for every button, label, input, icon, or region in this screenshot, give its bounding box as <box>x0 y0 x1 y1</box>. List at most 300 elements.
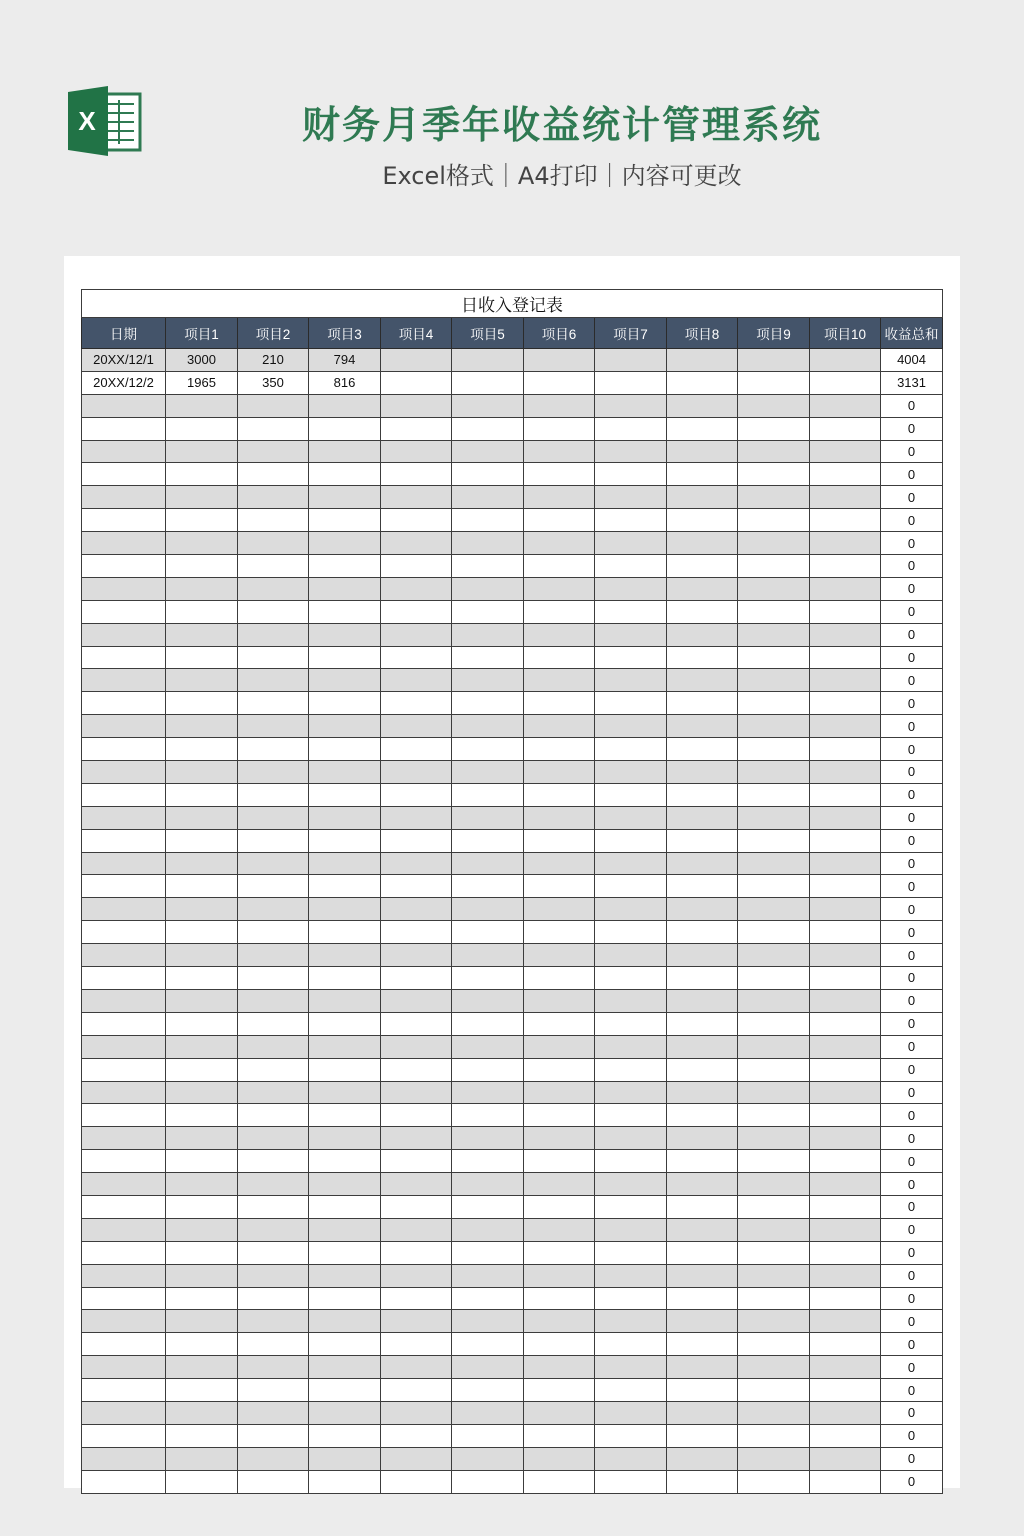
table-cell[interactable] <box>810 1401 881 1424</box>
table-cell[interactable] <box>524 944 595 967</box>
table-cell[interactable] <box>667 921 738 944</box>
table-cell[interactable] <box>452 463 524 486</box>
table-cell[interactable] <box>381 577 452 600</box>
table-cell[interactable]: 816 <box>309 371 381 394</box>
table-cell[interactable] <box>309 600 381 623</box>
table-cell[interactable] <box>524 555 595 578</box>
sum-cell[interactable]: 0 <box>881 1241 943 1264</box>
table-cell[interactable] <box>595 417 667 440</box>
table-cell[interactable] <box>238 1127 309 1150</box>
table-cell[interactable] <box>166 921 238 944</box>
table-cell[interactable] <box>595 1447 667 1470</box>
table-cell[interactable] <box>309 738 381 761</box>
table-cell[interactable] <box>238 1447 309 1470</box>
table-cell[interactable] <box>810 1081 881 1104</box>
table-cell[interactable] <box>82 1241 166 1264</box>
table-cell[interactable] <box>452 1081 524 1104</box>
table-cell[interactable] <box>810 509 881 532</box>
table-cell[interactable] <box>738 1379 810 1402</box>
table-cell[interactable] <box>309 715 381 738</box>
table-cell[interactable] <box>667 852 738 875</box>
table-cell[interactable] <box>452 1127 524 1150</box>
table-cell[interactable] <box>595 646 667 669</box>
table-cell[interactable] <box>381 1356 452 1379</box>
table-cell[interactable] <box>524 486 595 509</box>
table-cell[interactable] <box>524 417 595 440</box>
table-cell[interactable] <box>810 1218 881 1241</box>
table-cell[interactable] <box>166 738 238 761</box>
sum-cell[interactable]: 0 <box>881 1150 943 1173</box>
table-cell[interactable] <box>524 1058 595 1081</box>
table-cell[interactable] <box>738 1218 810 1241</box>
table-cell[interactable]: 350 <box>238 371 309 394</box>
table-cell[interactable] <box>166 509 238 532</box>
table-cell[interactable] <box>810 600 881 623</box>
table-cell[interactable] <box>524 1012 595 1035</box>
table-cell[interactable] <box>452 1035 524 1058</box>
table-cell[interactable] <box>524 646 595 669</box>
table-cell[interactable] <box>166 852 238 875</box>
table-cell[interactable] <box>452 555 524 578</box>
table-cell[interactable] <box>309 1035 381 1058</box>
table-cell[interactable] <box>166 1058 238 1081</box>
table-cell[interactable] <box>667 349 738 372</box>
sum-cell[interactable]: 3131 <box>881 371 943 394</box>
table-cell[interactable] <box>381 1379 452 1402</box>
table-cell[interactable] <box>309 783 381 806</box>
table-cell[interactable] <box>810 783 881 806</box>
table-cell[interactable] <box>166 875 238 898</box>
table-cell[interactable] <box>381 532 452 555</box>
sum-cell[interactable]: 0 <box>881 1424 943 1447</box>
table-cell[interactable] <box>595 1333 667 1356</box>
sum-cell[interactable]: 0 <box>881 1173 943 1196</box>
table-cell[interactable] <box>166 1264 238 1287</box>
table-cell[interactable] <box>238 463 309 486</box>
table-cell[interactable] <box>381 623 452 646</box>
table-cell[interactable] <box>166 532 238 555</box>
table-cell[interactable] <box>738 486 810 509</box>
table-cell[interactable] <box>452 829 524 852</box>
table-cell[interactable] <box>810 875 881 898</box>
table-cell[interactable] <box>738 394 810 417</box>
table-cell[interactable] <box>524 1264 595 1287</box>
table-cell[interactable] <box>166 1310 238 1333</box>
table-cell[interactable] <box>524 875 595 898</box>
table-cell[interactable] <box>667 738 738 761</box>
table-cell[interactable] <box>238 1264 309 1287</box>
table-cell[interactable] <box>738 1173 810 1196</box>
table-cell[interactable] <box>524 532 595 555</box>
table-cell[interactable] <box>238 761 309 784</box>
table-cell[interactable] <box>309 555 381 578</box>
table-cell[interactable] <box>166 1447 238 1470</box>
sum-cell[interactable]: 0 <box>881 692 943 715</box>
table-cell[interactable] <box>82 1173 166 1196</box>
table-cell[interactable] <box>82 989 166 1012</box>
table-cell[interactable] <box>381 1287 452 1310</box>
table-cell[interactable] <box>166 1127 238 1150</box>
table-cell[interactable] <box>309 1310 381 1333</box>
table-cell[interactable] <box>309 1081 381 1104</box>
table-cell[interactable] <box>738 463 810 486</box>
table-cell[interactable] <box>238 829 309 852</box>
table-cell[interactable] <box>524 1218 595 1241</box>
table-cell[interactable] <box>524 394 595 417</box>
table-cell[interactable] <box>524 1401 595 1424</box>
sum-cell[interactable]: 0 <box>881 738 943 761</box>
table-cell[interactable] <box>595 761 667 784</box>
table-cell[interactable] <box>309 1104 381 1127</box>
table-cell[interactable] <box>309 898 381 921</box>
table-cell[interactable] <box>667 1287 738 1310</box>
sum-cell[interactable]: 0 <box>881 1356 943 1379</box>
table-cell[interactable] <box>309 1356 381 1379</box>
table-cell[interactable] <box>309 394 381 417</box>
table-cell[interactable] <box>667 1195 738 1218</box>
table-cell[interactable] <box>238 1470 309 1493</box>
table-cell[interactable] <box>452 761 524 784</box>
table-cell[interactable] <box>810 1012 881 1035</box>
table-cell[interactable] <box>738 852 810 875</box>
table-cell[interactable] <box>238 1356 309 1379</box>
table-cell[interactable] <box>381 1035 452 1058</box>
table-cell[interactable] <box>738 1104 810 1127</box>
sum-cell[interactable]: 0 <box>881 1287 943 1310</box>
sum-cell[interactable]: 0 <box>881 715 943 738</box>
table-cell[interactable] <box>452 852 524 875</box>
table-cell[interactable] <box>452 1241 524 1264</box>
table-cell[interactable] <box>82 440 166 463</box>
table-cell[interactable] <box>524 1333 595 1356</box>
table-cell[interactable] <box>595 394 667 417</box>
table-cell[interactable] <box>738 989 810 1012</box>
sum-cell[interactable]: 0 <box>881 944 943 967</box>
table-cell[interactable] <box>595 623 667 646</box>
table-cell[interactable] <box>738 1058 810 1081</box>
table-cell[interactable] <box>381 371 452 394</box>
table-cell[interactable] <box>738 1035 810 1058</box>
table-cell[interactable] <box>810 1173 881 1196</box>
table-cell[interactable] <box>595 1195 667 1218</box>
table-cell[interactable] <box>238 783 309 806</box>
table-cell[interactable] <box>452 875 524 898</box>
table-cell[interactable] <box>524 463 595 486</box>
table-cell[interactable] <box>238 1241 309 1264</box>
table-cell[interactable] <box>238 989 309 1012</box>
table-cell[interactable] <box>810 761 881 784</box>
table-cell[interactable] <box>452 738 524 761</box>
table-cell[interactable] <box>524 623 595 646</box>
table-cell[interactable] <box>738 349 810 372</box>
table-cell[interactable] <box>738 898 810 921</box>
table-cell[interactable] <box>166 440 238 463</box>
table-cell[interactable] <box>166 1012 238 1035</box>
table-cell[interactable] <box>82 394 166 417</box>
table-cell[interactable] <box>524 371 595 394</box>
table-cell[interactable] <box>452 1058 524 1081</box>
table-cell[interactable] <box>381 417 452 440</box>
table-cell[interactable] <box>810 692 881 715</box>
table-cell[interactable] <box>595 371 667 394</box>
table-cell[interactable] <box>667 1241 738 1264</box>
sum-cell[interactable]: 0 <box>881 486 943 509</box>
sum-cell[interactable]: 0 <box>881 463 943 486</box>
table-cell[interactable] <box>810 1104 881 1127</box>
table-cell[interactable] <box>595 1104 667 1127</box>
table-cell[interactable] <box>810 1127 881 1150</box>
table-cell[interactable] <box>595 600 667 623</box>
table-cell[interactable] <box>166 967 238 990</box>
table-cell[interactable] <box>309 1173 381 1196</box>
table-cell[interactable] <box>810 944 881 967</box>
table-cell[interactable] <box>595 967 667 990</box>
table-cell[interactable] <box>810 577 881 600</box>
table-cell[interactable] <box>82 692 166 715</box>
table-cell[interactable] <box>524 1173 595 1196</box>
table-cell[interactable] <box>82 486 166 509</box>
table-cell[interactable] <box>738 1081 810 1104</box>
table-cell[interactable] <box>667 1424 738 1447</box>
table-cell[interactable] <box>238 692 309 715</box>
table-cell[interactable] <box>381 967 452 990</box>
table-cell[interactable] <box>238 967 309 990</box>
table-cell[interactable] <box>810 1035 881 1058</box>
table-cell[interactable] <box>381 509 452 532</box>
table-cell[interactable]: 20XX/12/2 <box>82 371 166 394</box>
table-cell[interactable] <box>309 1241 381 1264</box>
table-cell[interactable] <box>238 555 309 578</box>
table-cell[interactable] <box>524 600 595 623</box>
table-cell[interactable] <box>309 1218 381 1241</box>
sum-cell[interactable]: 0 <box>881 1310 943 1333</box>
table-cell[interactable] <box>524 738 595 761</box>
table-cell[interactable] <box>452 600 524 623</box>
table-cell[interactable] <box>309 463 381 486</box>
sum-cell[interactable]: 0 <box>881 600 943 623</box>
table-cell[interactable] <box>381 1264 452 1287</box>
table-cell[interactable] <box>238 898 309 921</box>
table-cell[interactable] <box>667 944 738 967</box>
table-cell[interactable] <box>381 1150 452 1173</box>
table-cell[interactable] <box>810 1447 881 1470</box>
table-cell[interactable] <box>810 829 881 852</box>
sum-cell[interactable]: 0 <box>881 1127 943 1150</box>
table-cell[interactable] <box>309 1127 381 1150</box>
table-cell[interactable] <box>452 669 524 692</box>
sum-cell[interactable]: 0 <box>881 623 943 646</box>
table-cell[interactable] <box>238 486 309 509</box>
table-cell[interactable] <box>738 1401 810 1424</box>
table-cell[interactable] <box>595 1218 667 1241</box>
table-cell[interactable] <box>595 829 667 852</box>
table-cell[interactable] <box>238 532 309 555</box>
table-cell[interactable] <box>810 463 881 486</box>
table-cell[interactable] <box>309 1287 381 1310</box>
table-cell[interactable] <box>381 761 452 784</box>
table-cell[interactable] <box>238 921 309 944</box>
table-cell[interactable] <box>667 1401 738 1424</box>
table-cell[interactable] <box>738 1424 810 1447</box>
table-cell[interactable] <box>452 577 524 600</box>
table-cell[interactable] <box>238 944 309 967</box>
table-cell[interactable] <box>82 1401 166 1424</box>
table-cell[interactable] <box>595 1379 667 1402</box>
table-cell[interactable] <box>82 1035 166 1058</box>
table-cell[interactable] <box>810 967 881 990</box>
table-cell[interactable] <box>381 921 452 944</box>
table-cell[interactable] <box>524 921 595 944</box>
table-cell[interactable] <box>738 1447 810 1470</box>
table-cell[interactable] <box>524 989 595 1012</box>
table-cell[interactable] <box>667 898 738 921</box>
table-cell[interactable] <box>82 829 166 852</box>
table-cell[interactable] <box>238 623 309 646</box>
table-cell[interactable] <box>238 1333 309 1356</box>
table-cell[interactable] <box>82 1333 166 1356</box>
table-cell[interactable] <box>82 669 166 692</box>
table-cell[interactable] <box>309 921 381 944</box>
table-cell[interactable] <box>166 761 238 784</box>
table-cell[interactable] <box>452 1447 524 1470</box>
table-cell[interactable] <box>381 463 452 486</box>
table-cell[interactable] <box>381 1333 452 1356</box>
table-cell[interactable] <box>452 715 524 738</box>
sum-cell[interactable]: 4004 <box>881 349 943 372</box>
table-cell[interactable] <box>667 1356 738 1379</box>
table-cell[interactable] <box>82 532 166 555</box>
table-cell[interactable] <box>381 806 452 829</box>
table-cell[interactable] <box>309 509 381 532</box>
table-cell[interactable] <box>381 1470 452 1493</box>
table-cell[interactable] <box>452 394 524 417</box>
sum-cell[interactable]: 0 <box>881 1379 943 1402</box>
table-cell[interactable] <box>810 1150 881 1173</box>
table-cell[interactable] <box>452 371 524 394</box>
table-cell[interactable] <box>738 440 810 463</box>
table-cell[interactable] <box>381 1424 452 1447</box>
table-cell[interactable] <box>667 875 738 898</box>
table-cell[interactable] <box>595 1127 667 1150</box>
table-cell[interactable] <box>82 1447 166 1470</box>
table-cell[interactable] <box>381 944 452 967</box>
table-cell[interactable] <box>452 440 524 463</box>
table-cell[interactable] <box>238 1173 309 1196</box>
table-cell[interactable] <box>309 1447 381 1470</box>
table-cell[interactable] <box>238 715 309 738</box>
table-cell[interactable] <box>810 623 881 646</box>
table-cell[interactable] <box>452 349 524 372</box>
table-cell[interactable] <box>667 806 738 829</box>
table-cell[interactable] <box>667 509 738 532</box>
table-cell[interactable] <box>82 646 166 669</box>
table-cell[interactable] <box>738 371 810 394</box>
table-cell[interactable] <box>738 829 810 852</box>
table-cell[interactable] <box>595 1401 667 1424</box>
table-cell[interactable] <box>595 509 667 532</box>
table-cell[interactable] <box>166 1218 238 1241</box>
table-cell[interactable] <box>524 898 595 921</box>
table-cell[interactable] <box>524 1035 595 1058</box>
table-cell[interactable] <box>82 1264 166 1287</box>
table-cell[interactable] <box>524 692 595 715</box>
table-cell[interactable] <box>524 967 595 990</box>
table-cell[interactable] <box>166 394 238 417</box>
table-cell[interactable] <box>595 875 667 898</box>
table-cell[interactable] <box>309 1470 381 1493</box>
table-cell[interactable] <box>738 1356 810 1379</box>
sum-cell[interactable]: 0 <box>881 967 943 990</box>
table-cell[interactable] <box>166 989 238 1012</box>
sum-cell[interactable]: 0 <box>881 577 943 600</box>
table-cell[interactable] <box>82 783 166 806</box>
table-cell[interactable] <box>309 1195 381 1218</box>
table-cell[interactable] <box>82 1012 166 1035</box>
sum-cell[interactable]: 0 <box>881 1195 943 1218</box>
sum-cell[interactable]: 0 <box>881 921 943 944</box>
table-cell[interactable] <box>166 669 238 692</box>
table-cell[interactable] <box>309 623 381 646</box>
table-cell[interactable] <box>82 921 166 944</box>
table-cell[interactable] <box>166 944 238 967</box>
table-cell[interactable] <box>309 1264 381 1287</box>
table-cell[interactable] <box>166 1356 238 1379</box>
table-cell[interactable] <box>381 1012 452 1035</box>
table-cell[interactable] <box>738 417 810 440</box>
table-cell[interactable] <box>309 967 381 990</box>
table-cell[interactable] <box>452 1195 524 1218</box>
table-cell[interactable] <box>810 989 881 1012</box>
table-cell[interactable] <box>667 1127 738 1150</box>
table-cell[interactable] <box>667 715 738 738</box>
table-cell[interactable] <box>667 1379 738 1402</box>
table-cell[interactable] <box>166 1035 238 1058</box>
table-cell[interactable] <box>82 1058 166 1081</box>
table-cell[interactable]: 794 <box>309 349 381 372</box>
table-cell[interactable] <box>595 1470 667 1493</box>
table-cell[interactable] <box>238 1035 309 1058</box>
table-cell[interactable] <box>738 967 810 990</box>
table-cell[interactable] <box>810 555 881 578</box>
table-cell[interactable] <box>452 623 524 646</box>
sum-cell[interactable]: 0 <box>881 1035 943 1058</box>
table-cell[interactable] <box>82 738 166 761</box>
table-cell[interactable] <box>309 1401 381 1424</box>
table-cell[interactable] <box>452 1333 524 1356</box>
table-cell[interactable] <box>810 1310 881 1333</box>
table-cell[interactable] <box>810 1379 881 1402</box>
table-cell[interactable] <box>667 394 738 417</box>
table-cell[interactable] <box>381 829 452 852</box>
table-cell[interactable] <box>381 875 452 898</box>
table-cell[interactable] <box>381 692 452 715</box>
table-cell[interactable] <box>381 715 452 738</box>
table-cell[interactable] <box>238 1401 309 1424</box>
table-cell[interactable] <box>309 875 381 898</box>
table-cell[interactable] <box>595 1264 667 1287</box>
table-cell[interactable] <box>667 1310 738 1333</box>
table-cell[interactable] <box>309 532 381 555</box>
table-cell[interactable] <box>810 417 881 440</box>
table-cell[interactable] <box>381 486 452 509</box>
table-cell[interactable] <box>595 577 667 600</box>
table-cell[interactable] <box>667 1035 738 1058</box>
table-cell[interactable] <box>452 509 524 532</box>
table-cell[interactable]: 20XX/12/1 <box>82 349 166 372</box>
table-cell[interactable] <box>738 1150 810 1173</box>
sum-cell[interactable]: 0 <box>881 829 943 852</box>
table-cell[interactable] <box>595 440 667 463</box>
